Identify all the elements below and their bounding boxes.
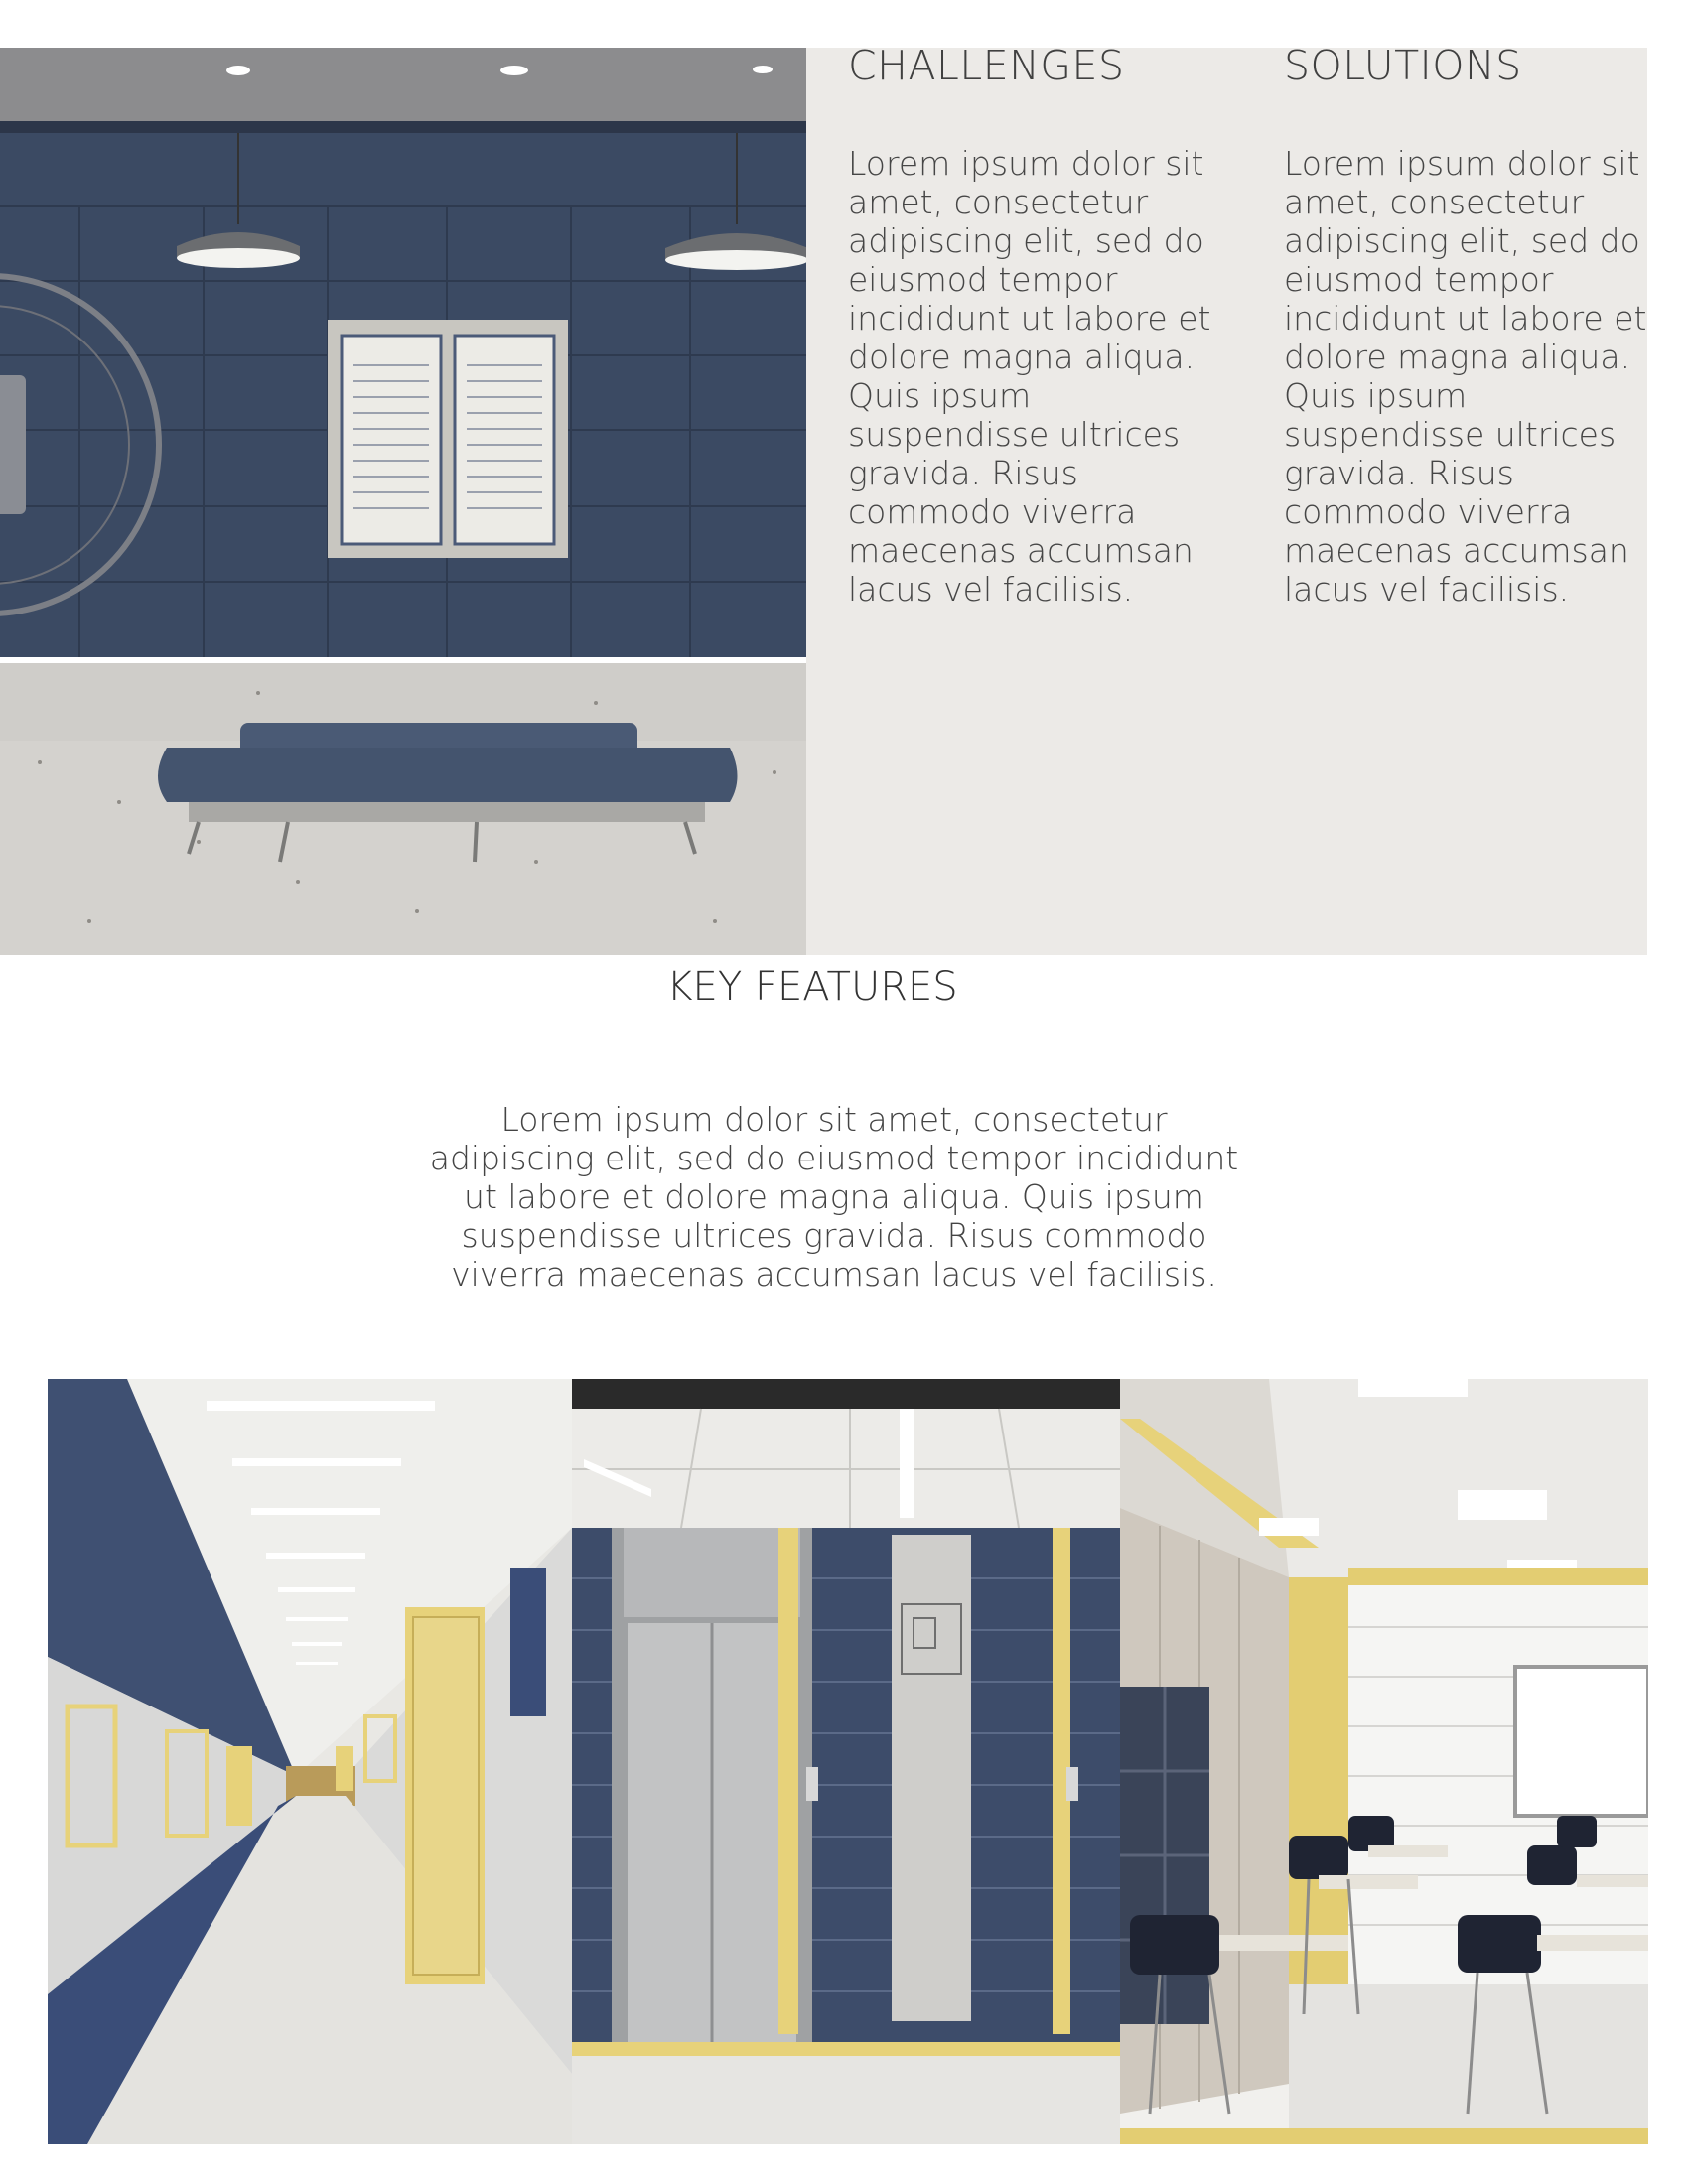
lobby-rendering-image (0, 48, 806, 955)
challenges-body-text: Lorem ipsum dolor sit amet, consectetur adipiscing elit, sed do eiusmod tempor incididunt ut labore et dolore magna aliqua. Quis ipsum suspendisse ultrices gravida. Risus commodo viverra maecenas accumsan lacus vel facilisis. (848, 144, 1211, 609)
solutions-heading: SOLUTIONS (1284, 42, 1522, 89)
challenges-heading: CHALLENGES (848, 42, 1125, 89)
corridor-rendering-image (48, 1379, 572, 2144)
elevator-lobby-rendering-image (572, 1320, 1120, 2144)
classroom-rendering-image (1120, 1379, 1648, 2144)
solutions-body-text: Lorem ipsum dolor sit amet, consectetur adipiscing elit, sed do eiusmod tempor incididunt ut labore et dolore magna aliqua. Quis ipsum suspendisse ultrices gravida. Risus commodo viverra maecenas accumsan lacus vel facilisis. (1284, 144, 1647, 609)
key-features-heading: KEY FEATURES (666, 964, 958, 1010)
key-features-body-text: Lorem ipsum dolor sit amet, consectetur adipiscing elit, sed do eiusmod tempor incididunt ut labore et dolore magna aliqua. Quis ipsum suspendisse ultrices gravida. Risus commodo viverra maecenas accumsan lacus vel facilisis. (429, 1100, 1239, 1294)
